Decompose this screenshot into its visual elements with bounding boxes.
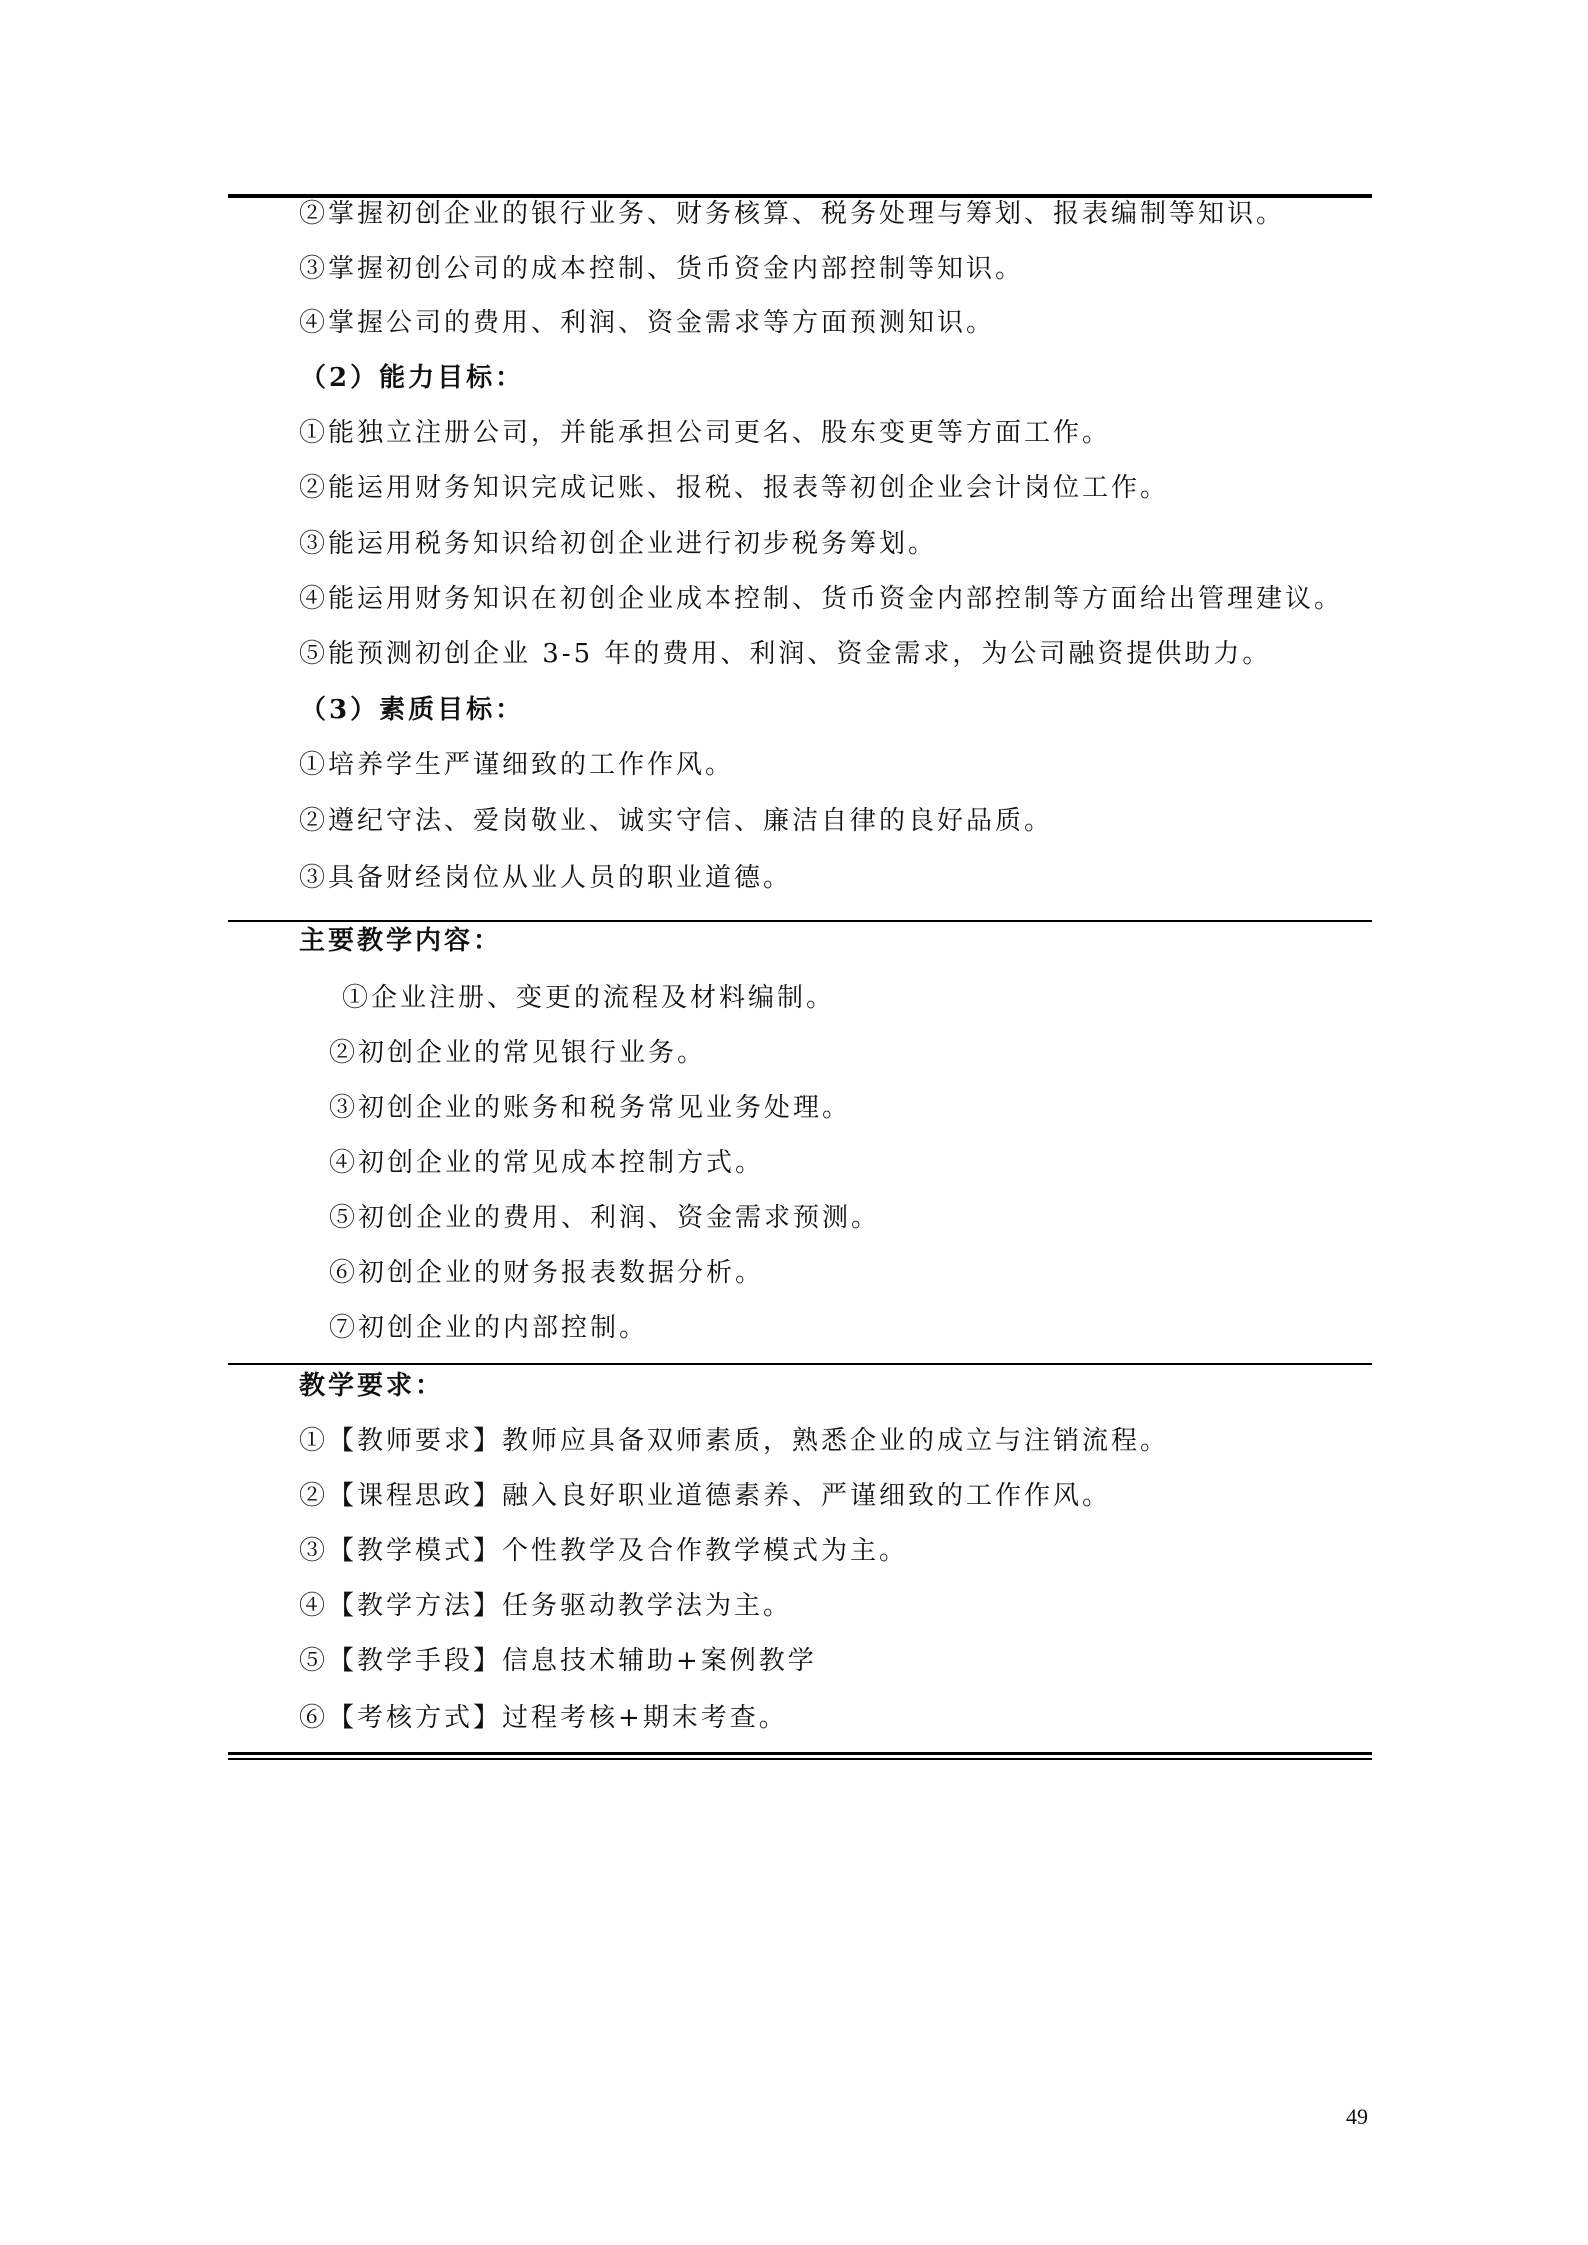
requirements-heading: 教学要求： [299,1371,445,1401]
requirement-item: ③【教学模式】个性教学及合作教学模式为主。 [299,1536,909,1566]
content-item: ⑥初创企业的财务报表数据分析。 [329,1258,765,1288]
ability-heading: （2）能力目标： [300,363,525,393]
requirement-item: ⑥【考核方式】过程考核+期末考查。 [299,1703,788,1733]
content-item: ②初创企业的常见银行业务。 [329,1038,707,1068]
ability-item: ①能独立注册公司，并能承担公司更名、股东变更等方面工作。 [299,418,1112,448]
quality-item: ②遵纪守法、爱岗敬业、诚实守信、廉洁自律的良好品质。 [299,806,1054,836]
content-heading: 主要教学内容： [299,926,503,956]
ability-item: ③能运用税务知识给初创企业进行初步税务筹划。 [299,529,938,559]
knowledge-item: ②掌握初创企业的银行业务、财务核算、税务处理与筹划、报表编制等知识。 [299,199,1286,229]
section-divider [228,920,1372,922]
quality-item: ③具备财经岗位从业人员的职业道德。 [299,863,793,893]
content-item: ⑤初创企业的费用、利润、资金需求预测。 [329,1203,881,1233]
requirement-item: ①【教师要求】教师应具备双师素质，熟悉企业的成立与注销流程。 [299,1426,1170,1456]
page-number: 49 [1346,2104,1368,2129]
content-item: ①企业注册、变更的流程及材料编制。 [342,983,836,1013]
ability-item: ⑤能预测初创企业 3-5 年的费用、利润、资金需求，为公司融资提供助力。 [299,639,1272,669]
ability-item: ②能运用财务知识完成记账、报税、报表等初创企业会计岗位工作。 [299,473,1170,503]
section-divider [228,1363,1372,1365]
requirement-item: ②【课程思政】融入良好职业道德素养、严谨细致的工作作风。 [299,1481,1112,1511]
requirement-item: ⑤【教学手段】信息技术辅助+案例教学 [299,1646,817,1676]
requirement-item: ④【教学方法】任务驱动教学法为主。 [299,1591,793,1621]
content-item: ③初创企业的账务和税务常见业务处理。 [329,1093,852,1123]
knowledge-item: ④掌握公司的费用、利润、资金需求等方面预测知识。 [299,308,996,338]
content-item: ④初创企业的常见成本控制方式。 [329,1148,765,1178]
knowledge-item: ③掌握初创公司的成本控制、货币资金内部控制等知识。 [299,254,1025,284]
table-bottom-border [228,1752,1372,1755]
quality-item: ①培养学生严谨细致的工作作风。 [299,750,735,780]
ability-item: ④能运用财务知识在初创企业成本控制、货币资金内部控制等方面给出管理建议。 [299,584,1344,614]
content-item: ⑦初创企业的内部控制。 [329,1313,649,1343]
table-bottom-border-inner [228,1758,1372,1760]
quality-heading: （3）素质目标： [300,695,525,725]
